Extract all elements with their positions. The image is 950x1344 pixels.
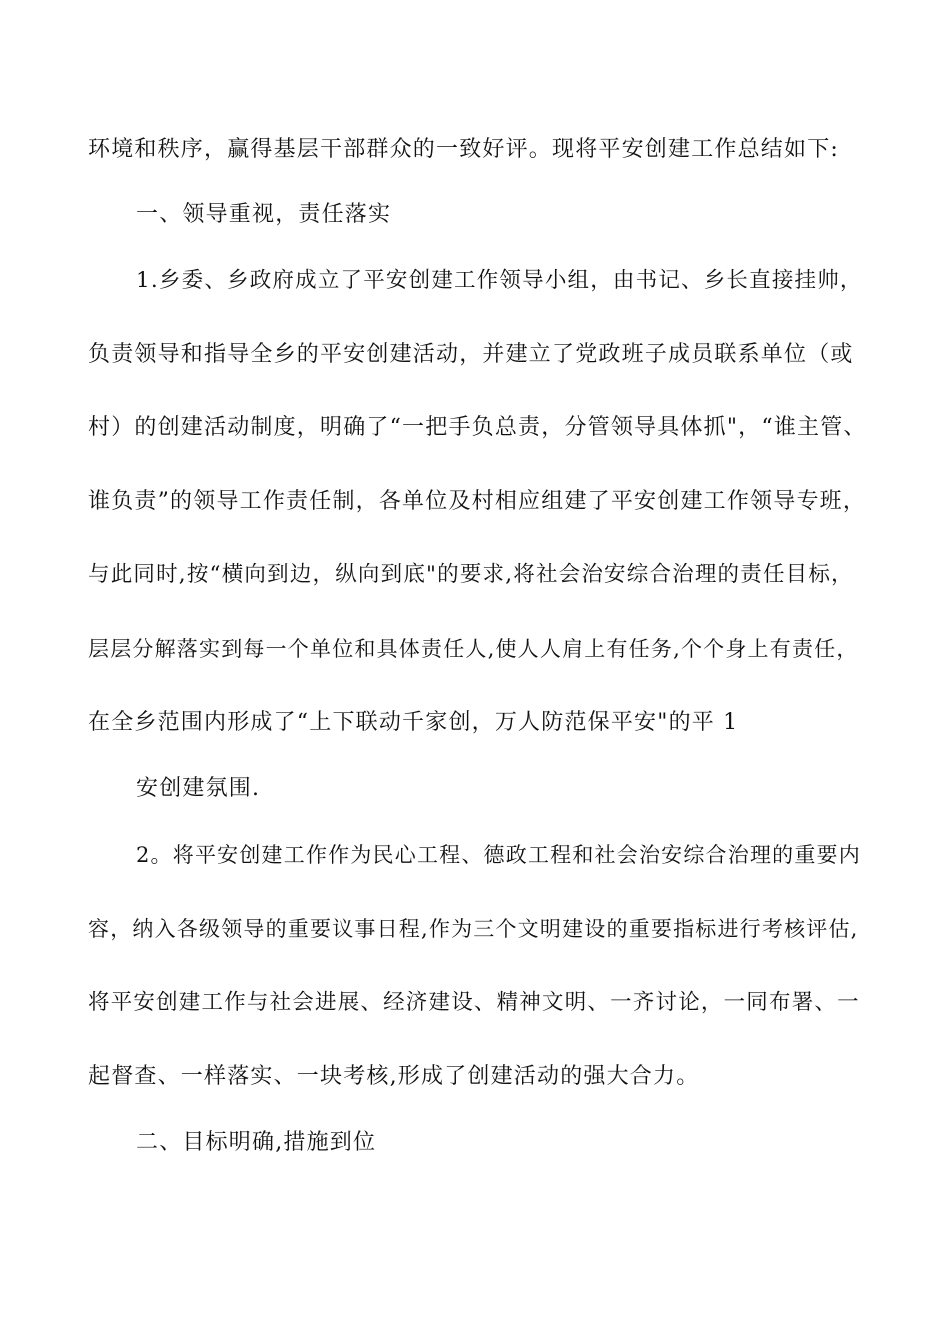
paragraph-line: 谁负责”的领导工作责任制，各单位及村相应组建了平安创建工作领导专班， — [88, 489, 867, 514]
paragraph-line: 村）的创建活动制度，明确了“一把手负总责，分管领导具体抓"，“谁主管、 — [88, 415, 867, 440]
paragraph-line: 起督查、一样落实、一块考核,形成了创建活动的强大合力。 — [88, 1064, 700, 1089]
paragraph-line: 在全乡范围内形成了“上下联动千家创，万人防范保平安"的平 1 — [88, 710, 739, 735]
paragraph-line: 环境和秩序，赢得基层干部群众的一致好评。现将平安创建工作总结如下: — [88, 137, 840, 162]
paragraph-line: 2。将平安创建工作作为民心工程、德政工程和社会治安综合治理的重要内 — [136, 843, 861, 867]
paragraph-line: 与此同时,按“横向到边，纵向到底"的要求,将社会治安综合治理的责任目标， — [88, 562, 854, 587]
paragraph-line: 将平安创建工作与社会进展、经济建设、精神文明、一齐讨论，一同布署、一 — [88, 990, 860, 1015]
section-heading: 二、目标明确,措施到位 — [136, 1130, 377, 1155]
paragraph-line: 负责领导和指导全乡的平安创建活动，并建立了党政班子成员联系单位（或 — [88, 342, 854, 367]
section-heading: 一、领导重视，责任落实 — [136, 202, 392, 227]
paragraph-line: 安创建氛围. — [136, 776, 261, 801]
paragraph-line: 层层分解落实到每一个单位和具体责任人,使人人肩上有任务,个个身上有责任， — [88, 637, 859, 661]
paragraph-line: 1.乡委、乡政府成立了平安创建工作领导小组，由书记、乡长直接挂帅， — [136, 268, 863, 293]
paragraph-line: 容，纳入各级领导的重要议事日程,作为三个文明建设的重要指标进行考核评估, — [88, 917, 859, 941]
